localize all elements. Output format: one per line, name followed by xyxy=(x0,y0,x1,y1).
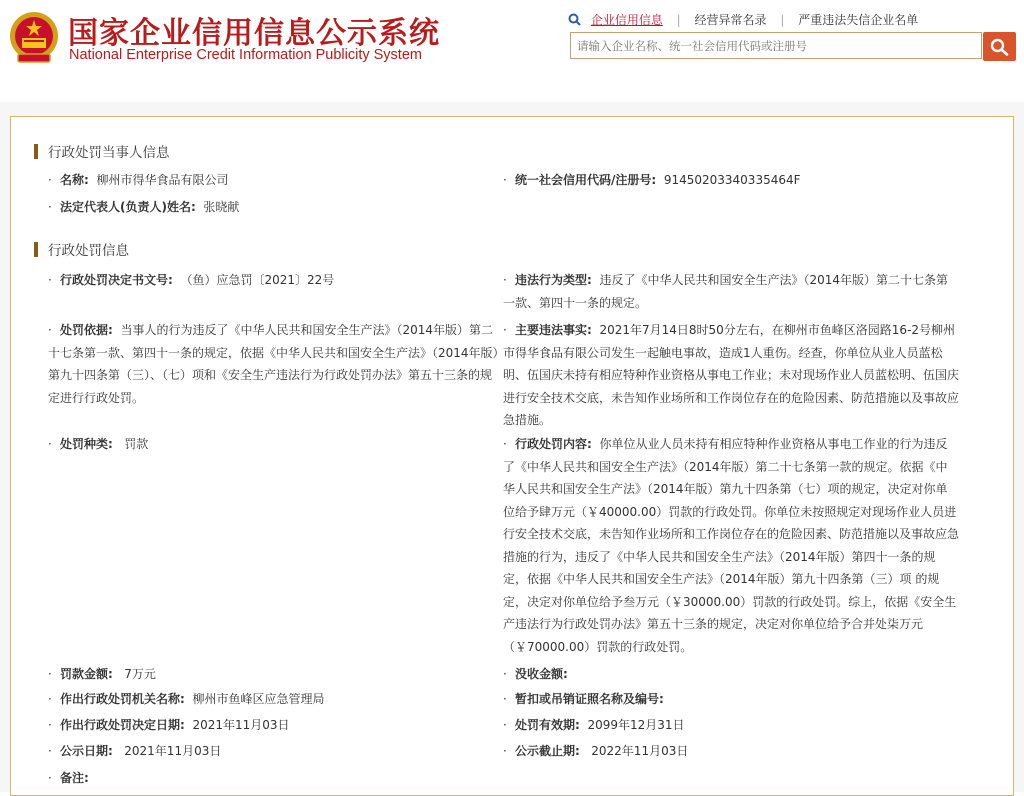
nav-separator: | xyxy=(676,13,681,27)
site-title: 国家企业信用信息公示系统 xyxy=(68,16,440,51)
detail-panel xyxy=(10,116,1014,796)
decision-date-field: · 作出行政处罚决定日期: 2021年11月03日 xyxy=(48,718,290,732)
credit-code-field: · 统一社会信用代码/注册号: 91450203340335464F xyxy=(503,173,801,187)
party-name-field: · 名称: 柳州市得华食品有限公司 xyxy=(48,173,229,187)
search-icon xyxy=(568,13,581,26)
penalty-section-heading: 行政处罚信息 xyxy=(34,239,129,259)
fine-amount-field: · 罚款金额: 7万元 xyxy=(48,667,156,681)
violation-type-field: · 违法行为类型: 违反了《中华人民共和国安全生产法》（2014年版）第二十七条第一款、第四十一条的规定。 xyxy=(503,273,948,310)
section-marker xyxy=(34,242,38,257)
party-section-heading: 行政处罚当事人信息 xyxy=(34,141,170,161)
top-nav xyxy=(568,11,918,28)
legal-rep-field: · 法定代表人(负责人)姓名: 张晓献 xyxy=(48,200,240,214)
validity-field: · 处罚有效期: 2099年12月31日 xyxy=(503,718,685,732)
site-subtitle: National Enterprise Credit Information Publicity System xyxy=(69,47,422,63)
search-input[interactable] xyxy=(571,33,983,58)
search-button[interactable] xyxy=(983,32,1016,61)
site-header xyxy=(0,0,1024,102)
remark-field: · 备注: xyxy=(48,771,89,785)
authority-field: · 作出行政处罚机关名称: 柳州市鱼峰区应急管理局 xyxy=(48,692,325,706)
party-name-value: 柳州市得华食品有限公司 xyxy=(96,173,229,187)
nav-credit-info[interactable]: 企业信用信息 xyxy=(590,13,663,27)
publish-end-field: · 公示截止期: 2022年11月03日 xyxy=(503,744,689,758)
confiscation-field: · 没收金额: xyxy=(503,667,568,681)
national-emblem-icon xyxy=(8,10,60,66)
publish-date-field: · 公示日期: 2021年11月03日 xyxy=(48,744,222,758)
main-facts-field: · 主要违法事实: 2021年7月14日8时50分左右，在柳州市鱼峰区洛园路16-2号柳州市得华食品有限公司发生一起触电事故，造成1人重伤。经查，你单位从业人员蓝松明、伍国庆未持有相应特种作业资格从事电工作业；未对现场作业人员蓝松明、伍国庆进行安全技术交底，未告知作业场所和工作岗位存在的危险因素、防范措施以及事故应急措施。 xyxy=(503,323,960,427)
section-marker xyxy=(34,144,38,159)
nav-abnormal-list[interactable]: 经营异常名录 xyxy=(694,13,767,27)
legal-rep-value: 张晓献 xyxy=(203,200,240,214)
search-icon xyxy=(990,38,1009,56)
decision-doc-no-field: · 行政处罚决定书文号: （鱼）应急罚〔2021〕22号 xyxy=(48,273,335,287)
nav-separator: | xyxy=(780,13,785,27)
penalty-content-field: · 行政处罚内容: 你单位从业人员未持有相应特种作业资格从事电工作业的行为违反了《中华人民共和国安全生产法》（2014年版）第二十七条第一款的规定。依据《中华人民共和国安全生产法》（2014年版）第九十四条第（七）项的规定，决定对你单位给予肆万元（￥40000.00）罚款的行政处罚。你单位未按照规定对现场作业人员进行安全技术交底，未告知作业场所和工作岗位存在的危险因素、防范措施以及事故应急措施的行为，违反了《中华人民共和国安全生产法》（2014年版）第四十一条的规定，依据《中华人民共和国安全生产法》（2014年版）第九十四条第（三）项 的规定，决定对你单位给予叁万元（￥30000.00）罚款的行政处罚。综上，依据《安全生产违法行为行政处罚办法》第五十三条的规定，决定对你单位给予合并处柒万元（￥70000.00）罚款的行政处罚。 xyxy=(503,437,960,654)
penalty-kind-field: · 处罚种类: 罚款 xyxy=(48,437,149,451)
penalty-basis-field: · 处罚依据: 当事人的行为违反了《中华人民共和国安全生产法》（2014年版）第二十七条第一款、第四十一条的规定，依据《中华人民共和国安全生产法》（2014年版）第九十四条第（三）、（七）项和《安全生产违法行为行政处罚办法》第五十三条的规定进行行政处罚。 xyxy=(48,323,499,405)
nav-dishonest-list[interactable]: 严重违法失信企业名单 xyxy=(798,13,919,27)
license-field: · 暂扣或吊销证照名称及编号: xyxy=(503,692,664,706)
search-box xyxy=(570,32,982,59)
credit-code-value: 91450203340335464F xyxy=(663,173,801,187)
